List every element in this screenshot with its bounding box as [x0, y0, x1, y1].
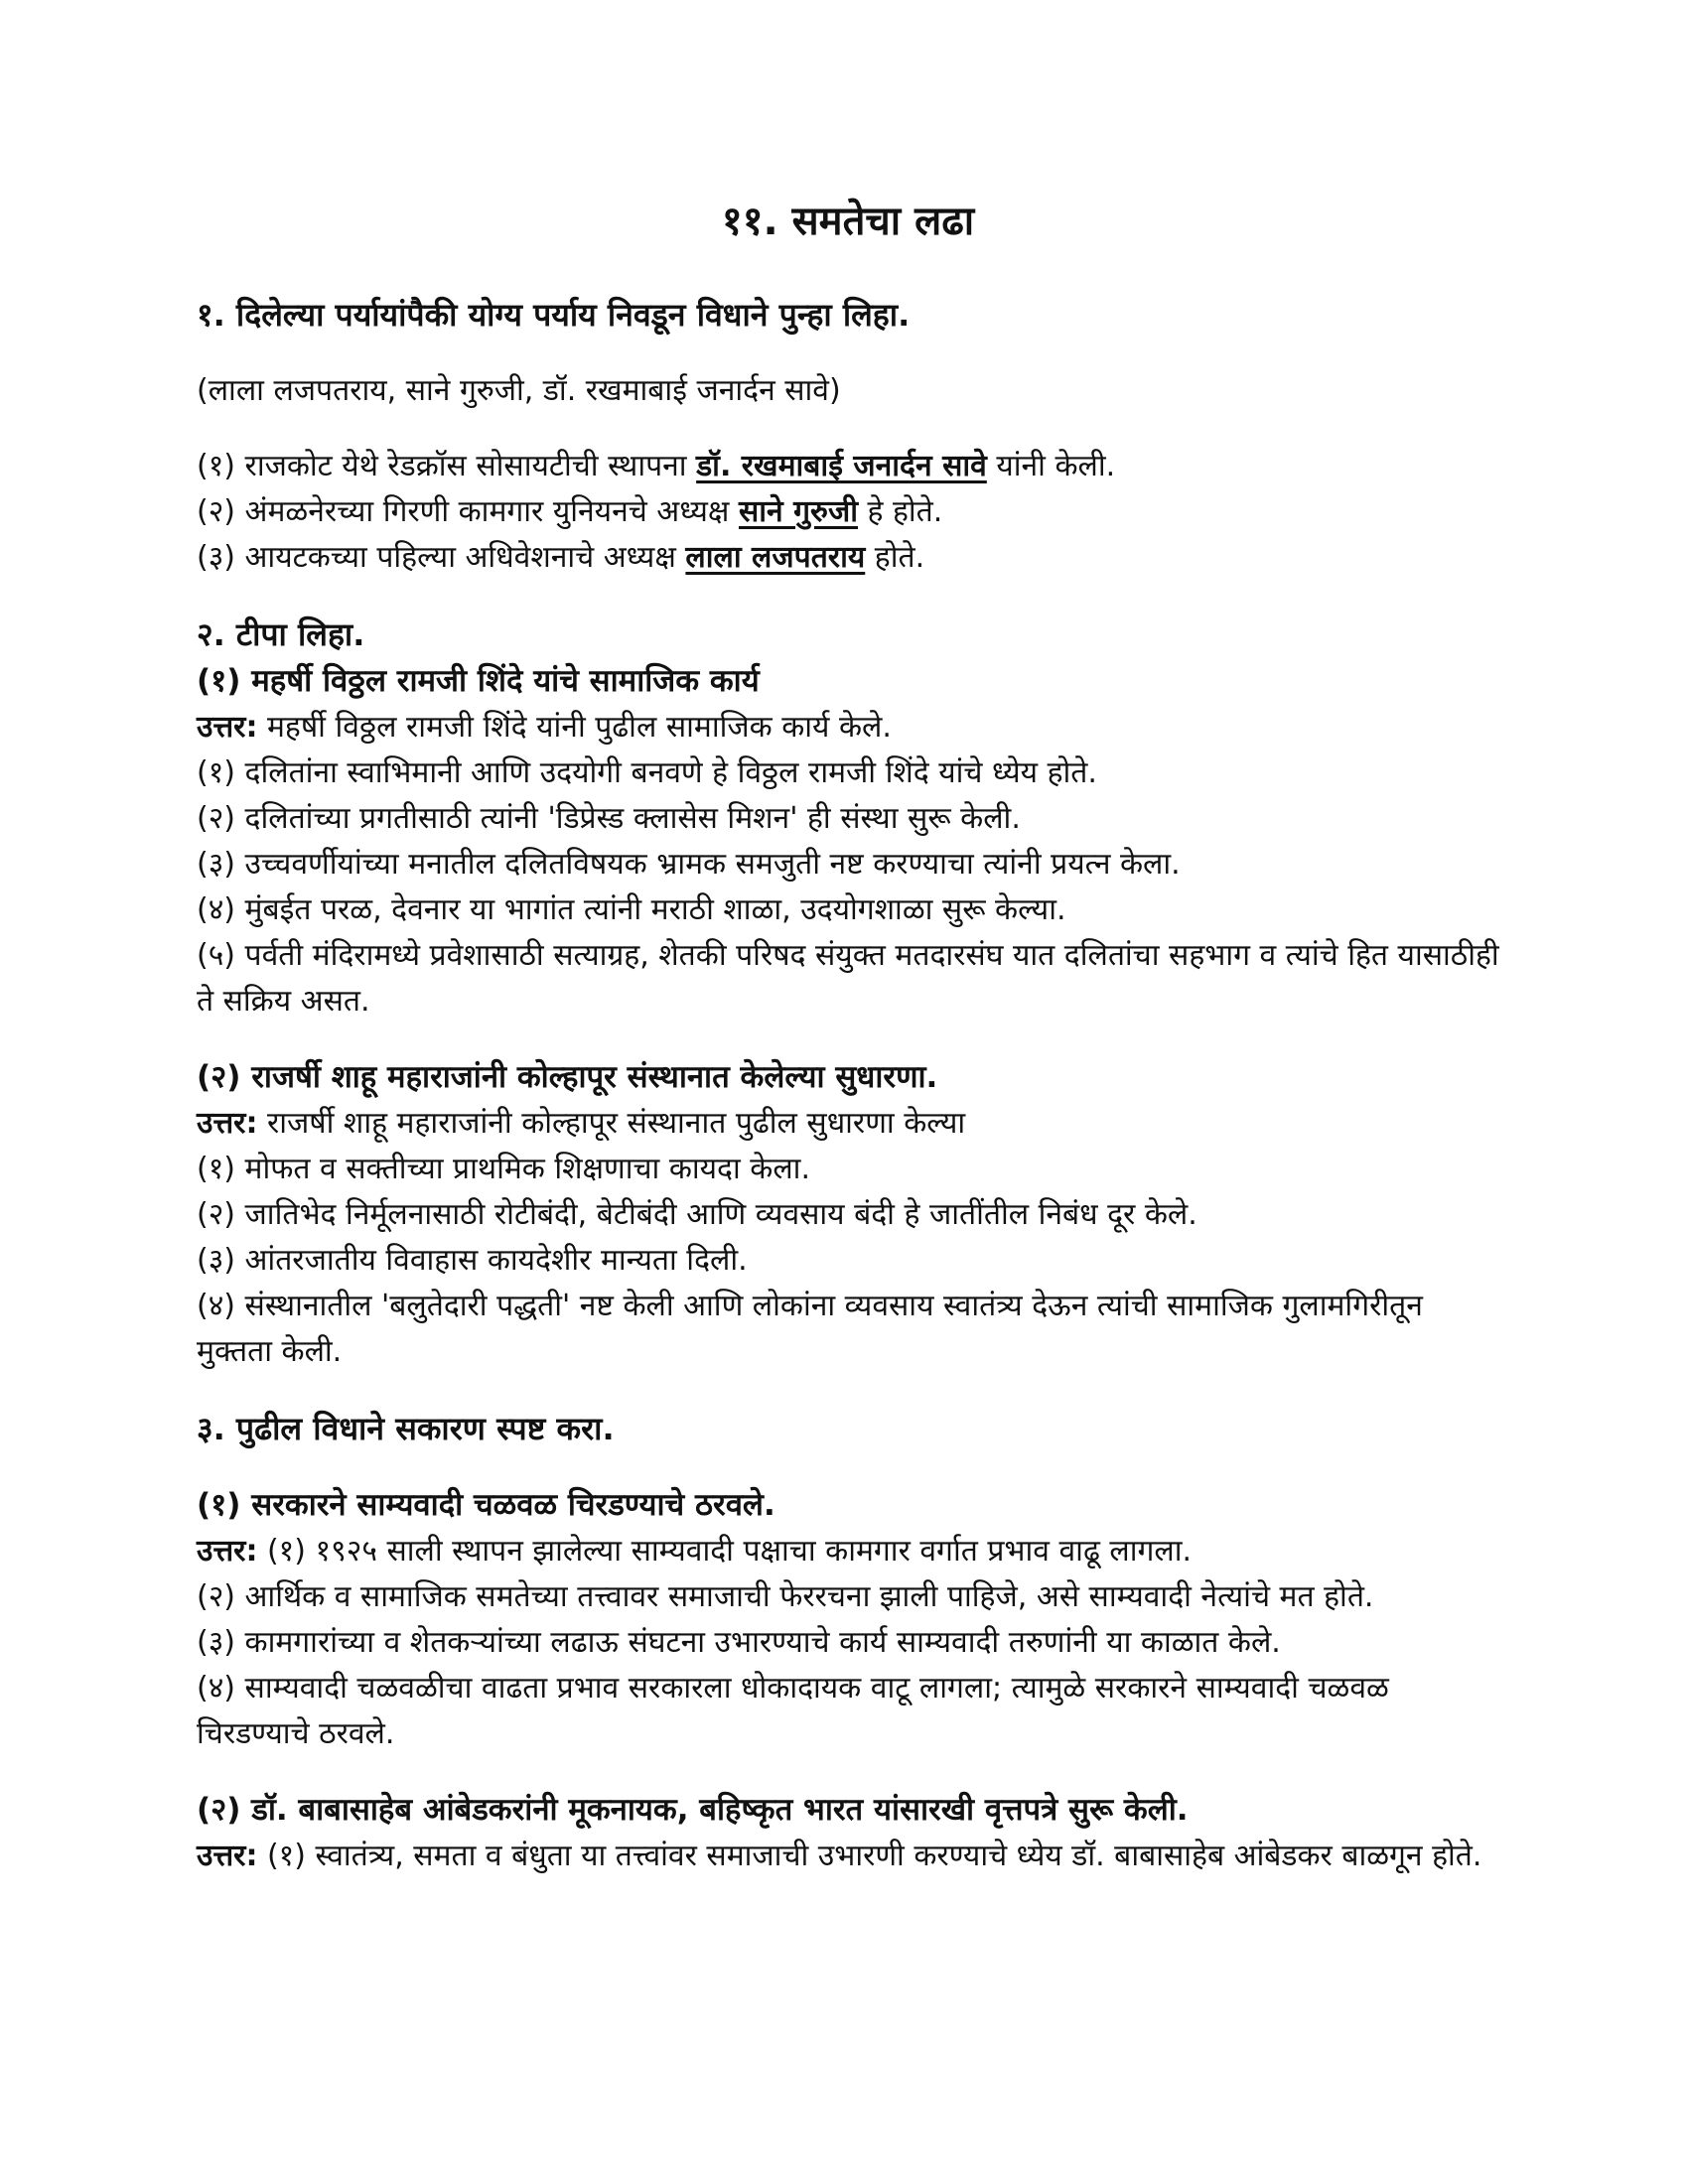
answer-label: उत्तर: — [197, 710, 258, 745]
answer-point: (४) संस्थानातील 'बलुतेदारी पद्धती' नष्ट केली आणि लोकांना व्यवसाय स्वातंत्र्य देऊन त्यांची सामाजिक गुलामगिरीतून मुक्तता केली. — [197, 1289, 1423, 1369]
fill-blank-item — [197, 444, 1499, 489]
answer-intro-text: (१) १९२५ साली स्थापन झालेल्या साम्यवादी पक्षाचा कामगार वर्गात प्रभाव वाढू लागला. — [257, 1534, 1193, 1569]
answer-label: उत्तर: — [197, 1106, 258, 1141]
answer-intro — [197, 705, 1499, 751]
answer-intro-text: राजर्षी शाहू महाराजांनी कोल्हापूर संस्थानात पुढील सुधारणा केल्या — [257, 1106, 966, 1141]
sub-question-heading: (१) सरकारने साम्यवादी चळवळ चिरडण्याचे ठरवले. — [197, 1487, 775, 1523]
item-text: यांनी केली. — [986, 449, 1116, 483]
answer-point: (४) साम्यवादी चळवळीचा वाढता प्रभाव सरकारला धोकादायक वाटू लागला; त्यामुळे सरकारने साम्यवादी चळवळ चिरडण्याचे ठरवले. — [197, 1671, 1389, 1751]
answer-text: लाला लजपतराय — [685, 540, 866, 575]
sub-question-heading: (२) डॉ. बाबासाहेब आंबेडकरांनी मूकनायक, बहिष्कृत भारत यांसारखी वृत्तपत्रे सुरू केली. — [197, 1792, 1189, 1828]
item-text: होते. — [865, 540, 925, 575]
question-2 — [197, 611, 1499, 1375]
answer-point: (१) दलितांना स्वाभिमानी आणि उदयोगी बनवणे हे विठ्ठल रामजी शिंदे यांचे ध्येय होते. — [197, 755, 1097, 790]
question-2-heading: २. टीपा लिहा. — [197, 615, 365, 653]
fill-blank-item — [197, 535, 1499, 581]
fill-blank-item — [197, 489, 1499, 535]
answer-intro-text: (१) स्वातंत्र्य, समता व बंधुता या तत्त्वांवर समाजाची उभारणी करण्याचे ध्येय डॉ. बाबासाहेब आंबेडकर बाळगून होते. — [257, 1839, 1482, 1873]
question-3 — [197, 1405, 1499, 1879]
item-text: (२) अंमळनेरच्या गिरणी कामगार युनियनचे अध्यक्ष — [197, 494, 739, 529]
answer-intro — [197, 1529, 1499, 1574]
answer-point: (५) पर्वती मंदिरामध्ये प्रवेशासाठी सत्याग्रह, शेतकी परिषद संयुक्त मतदारसंघ यात दलितांचा सहभाग व त्यांचे हित यासाठीही ते सक्रिय असत. — [197, 938, 1499, 1019]
answer-intro — [197, 1101, 1499, 1147]
answer-point: (३) आंतरजातीय विवाहास कायदेशीर मान्यता दिली. — [197, 1243, 748, 1278]
options-list: (लाला लजपतराय, साने गुरुजी, डॉ. रखमाबाई जनार्दन सावे) — [197, 373, 841, 408]
answer-point: (३) उच्चवर्णीयांच्या मनातील दलितविषयक भ्रामक समजुती नष्ट करण्याचा त्यांनी प्रयत्न केला. — [197, 847, 1181, 882]
sub-question-heading: (२) राजर्षी शाहू महाराजांनी कोल्हापूर संस्थानात केलेल्या सुधारणा. — [197, 1059, 938, 1095]
page-title: ११. समतेचा लढा — [721, 199, 975, 244]
answer-intro-text: महर्षी विठ्ठल रामजी शिंदे यांनी पुढील सामाजिक कार्य केले. — [257, 710, 892, 745]
question-3-heading: ३. पुढील विधाने सकारण स्पष्ट करा. — [197, 1410, 615, 1447]
answer-point: (२) दलितांच्या प्रगतीसाठी त्यांनी 'डिप्रेस्ड क्लासेस मिशन' ही संस्था सुरू केली. — [197, 801, 1021, 836]
answer-point: (४) मुंबईत परळ, देवनार या भागांत त्यांनी मराठी शाळा, उदयोगशाळा सुरू केल्या. — [197, 892, 1066, 927]
sub-question-heading: (१) महर्षी विठ्ठल रामजी शिंदे यांचे सामाजिक कार्य — [197, 663, 760, 699]
answer-point: (१) मोफत व सक्तीच्या प्राथमिक शिक्षणाचा कायदा केला. — [197, 1152, 810, 1186]
answer-intro — [197, 1834, 1499, 1879]
question-1 — [197, 291, 1499, 581]
answer-point: (२) जातिभेद निर्मूलनासाठी रोटीबंदी, बेटीबंदी आणि व्यवसाय बंदी हे जातींतील निबंध दूर केले. — [197, 1197, 1197, 1232]
item-text: हे होते. — [857, 494, 943, 529]
answer-point: (२) आर्थिक व सामाजिक समतेच्या तत्त्वावर समाजाची फेररचना झाली पाहिजे, असे साम्यवादी नेत्यांचे मत होते. — [197, 1579, 1374, 1614]
question-1-heading: १. दिलेल्या पर्यायांपैकी योग्य पर्याय निवडून विधाने पुन्हा लिहा. — [197, 296, 911, 334]
answer-text: साने गुरुजी — [738, 494, 858, 529]
answer-text: डॉ. रखमाबाई जनार्दन सावे — [696, 449, 987, 483]
answer-point: (३) कामगारांच्या व शेतकऱ्यांच्या लढाऊ संघटना उभारण्याचे कार्य साम्यवादी तरुणांनी या काळात केले. — [197, 1625, 1281, 1660]
answer-label: उत्तर: — [197, 1534, 258, 1569]
answer-label: उत्तर: — [197, 1839, 258, 1873]
item-text: (३) आयटकच्या पहिल्या अधिवेशनाचे अध्यक्ष — [197, 540, 686, 575]
item-text: (१) राजकोट येथे रेडक्रॉस सोसायटीची स्थापना — [197, 449, 697, 483]
